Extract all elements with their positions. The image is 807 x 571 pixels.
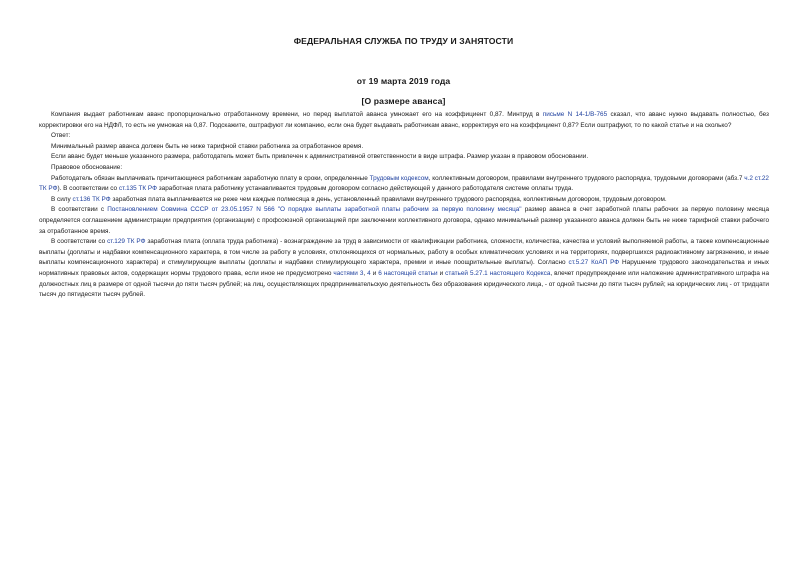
text: В силу — [51, 195, 73, 203]
text: ). В соответствии со — [57, 185, 119, 193]
art135-link[interactable]: ст.135 ТК РФ — [118, 185, 157, 193]
document-body — [39, 110, 769, 301]
text: В соответствии с — [51, 206, 108, 214]
question-paragraph — [39, 110, 769, 131]
art136-link[interactable]: ст.136 ТК РФ — [72, 195, 111, 203]
text: Работодатель обязан выплачивать причитающиеся работникам заработную плату в сроки, определенные — [51, 174, 370, 182]
art22-link[interactable]: ч.2 ст.22 ТК РФ — [39, 174, 769, 193]
text: , — [363, 269, 368, 277]
text: В соответствии со — [51, 238, 108, 246]
text: и — [437, 269, 446, 277]
part3-link[interactable]: частями 3 — [333, 269, 364, 277]
text: Нарушение трудового законодательства и иных нормативных правовых актов, содержащих нормы трудового права, если иное не предусмотрено — [39, 259, 769, 277]
answer-paragraph-2: Если аванс будет меньше указанного размера, работодатель может быть привлечен к административной ответственности в виде штрафа. Размер указан в правовом обосновании. — [51, 153, 589, 161]
rationale-paragraph-2 — [39, 195, 769, 206]
question-text-1: Компания выдает работникам аванс пропорционально отработанному времени, но перед выплатой аванса умножает его на коэффициент 0,87. Минтруд в — [51, 111, 543, 118]
rationale-label: Правовое обоснование: — [51, 163, 123, 171]
answer-label: Ответ: — [51, 132, 71, 140]
mintrud-letter-link[interactable]: письме N 14-1/В-765 — [542, 111, 608, 118]
rationale-paragraph-1 — [39, 174, 769, 195]
text: , влечет предупреждение или наложение административного штрафа на должностных лиц в размере от одной тысячи до пяти тысяч рублей; на лиц, осуществляющих предпринимательскую деятельность без образования юридического лица, - от одной тысячи до пяти тысяч рублей; на юридических лиц - от тридцати тысяч до пятидесяти тысяч рублей. — [39, 269, 769, 299]
sovmin-resolution-link[interactable]: Постановлением Совмина СССР от 23.05.1957 N 566 "О порядке выплаты заработной платы рабочим за первую половину месяца" — [107, 206, 522, 214]
text: заработная плата выплачивается не реже чем каждые полмесяца в день, установленный правилами внутреннего трудового распорядка, коллективным договором, трудовым договором. — [110, 195, 667, 203]
answer-paragraph-1: Минимальный размер аванса должен быть не ниже тарифной ставки работника за отработанное время. — [51, 142, 364, 150]
rationale-paragraph-3 — [39, 205, 769, 237]
text: и — [370, 269, 379, 277]
art5271-link[interactable]: статьей 5.27.1 настоящего Кодекса — [445, 269, 551, 277]
text: , коллективным договором, правилами внутреннего трудового распорядка, трудовыми договорами (абз.7 — [428, 174, 745, 182]
document-date: от 19 марта 2019 года — [356, 76, 451, 86]
text: размер аванса в счет заработной платы рабочих за первую половину месяца определяется соглашением администрации предприятия (организации) с профсоюзной организацией при заключении коллективного договора, однако минимальный размер указанного аванса должен быть не ниже тарифной ставки рабочего за отработанное время. — [39, 206, 769, 235]
part4-link[interactable]: 4 — [367, 269, 371, 277]
part6-link[interactable]: 6 настоящей статьи — [378, 269, 438, 277]
agency-title: ФЕДЕРАЛЬНАЯ СЛУЖБА ПО ТРУДУ И ЗАНЯТОСТИ — [293, 36, 514, 46]
text: заработная плата (оплата труда работника) - вознаграждение за труд в зависимости от квалификации работника, сложности, количества, качества и условий выполняемой работы, а также компенсационные выплаты (доплаты и надбавки компенсационного характера, в том числе за работу в условиях, отклоняющихся от нормальных, работу в особых климатических условиях и на территориях, подвергшихся радиоактивному загрязнению, и иные выплаты компенсационного характера) и стимулирующие выплаты (доплаты и надбавки стимулирующего характера, премии и иные поощрительные выплаты). Согласно — [39, 238, 769, 267]
document-subject: [О размере аванса] — [361, 96, 446, 106]
koap-527-link[interactable]: ст.5.27 КоАП РФ — [568, 259, 620, 267]
art129-link[interactable]: ст.129 ТК РФ — [107, 238, 146, 246]
labor-code-link[interactable]: Трудовым кодексом — [369, 174, 429, 182]
rationale-paragraph-4 — [39, 237, 769, 301]
question-text-2: сказал, что аванс нужно выдавать полностью, без корректировки его на НДФЛ, то есть не умножая на 0,87. Подскажите, оштрафуют ли компанию, если она будет выдавать работникам аванс, корректируя его на коэффициент 0,87? Если оштрафуют, то по какой статье и на сколько? — [39, 111, 769, 129]
text: заработная плата работнику устанавливается трудовым договором согласно действующей у данного работодателя системе оплаты труда. — [156, 185, 574, 193]
